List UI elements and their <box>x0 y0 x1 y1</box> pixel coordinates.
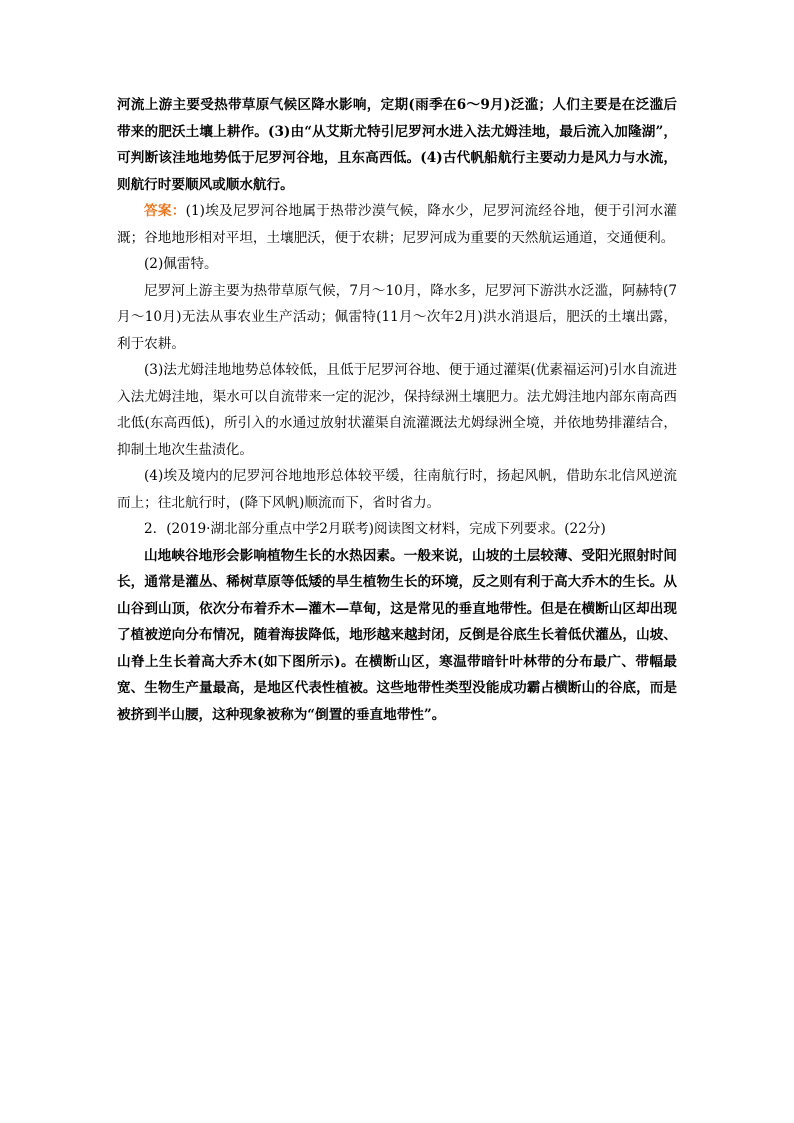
question2-material: 山地峡谷地形会影响植物生长的水热因素。一般来说，山坡的土层较薄、受阳光照射时间长，通常是灌丛、稀树草原等低矮的旱生植物生长的环境，反之则有利于高大乔木的生长。从山谷到山顶，依次分布着乔木—灌木—草甸，这是常见的垂直地带性。但是在横断山区却出现了植被逆向分布情况，随着海拔降低，地形越来越封闭，反倒是谷底生长着低伏灌丛，山坡、山脊上生长着高大乔木(如下图所示)。在横断山区，寒温带暗针叶林带的分布最广、带幅最宽、生物生产量最高，是地区代表性植被。这些地带性类型没能成功霸占横断山的谷底，而是被挤到半山腰，这种现象被称为“倒置的垂直地带性”。 <box>117 547 677 723</box>
answer-part2-detail: 尼罗河上游主要为热带草原气候，7月～10月，降水多，尼罗河下游洪水泛滥，阿赫特(7月～10月)无法从事农业生产活动；佩雷特(11月～次年2月)洪水消退后，肥沃的土壤出露，利于农耕。 <box>117 282 677 352</box>
answer-part3: (3)法尤姆洼地地势总体较低，且低于尼罗河谷地、便于通过灌渠(优素福运河)引水自流进入法尤姆洼地，渠水可以自流带来一定的泥沙，保持绿洲土壤肥力。法尤姆洼地内部东南高西北低(东高西低)，所引入的水通过放射状灌渠自流灌溉法尤姆绿洲全境，并依地势排灌结合，抑制土地次生盐渍化。 <box>117 362 677 458</box>
question2-header: 2．(2019·湖北部分重点中学2月联考)阅读图文材料，完成下列要求。(22分) <box>144 521 606 537</box>
answer-label: 答案： <box>144 203 186 219</box>
document-page <box>117 92 677 728</box>
answer-part1-text: (1)埃及尼罗河谷地属于热带沙漠气候，降水少，尼罗河流经谷地，便于引河水灌溉；谷地地形相对平坦，土壤肥沃，便于农耕；尼罗河成为重要的天然航运通道，交通便利。 <box>117 203 677 246</box>
answer-part4: (4)埃及境内的尼罗河谷地地形总体较平缓，往南航行时，扬起风帆，借助东北信风逆流而上；往北航行时，(降下风帆)顺流而下，省时省力。 <box>117 468 677 511</box>
analysis-paragraph: 河流上游主要受热带草原气候区降水影响，定期(雨季在6～9月)泛滥；人们主要是在泛滥后带来的肥沃土壤上耕作。(3)由“从艾斯尤特引尼罗河水进入法尤姆洼地，最后流入加隆湖”，可判断该洼地地势低于尼罗河谷地，且东高西低。(4)古代帆船航行主要动力是风力与水流，则航行时要顺风或顺水航行。 <box>117 97 677 193</box>
answer-part1 <box>117 198 677 251</box>
answer-part2: (2)佩雷特。 <box>144 256 218 272</box>
